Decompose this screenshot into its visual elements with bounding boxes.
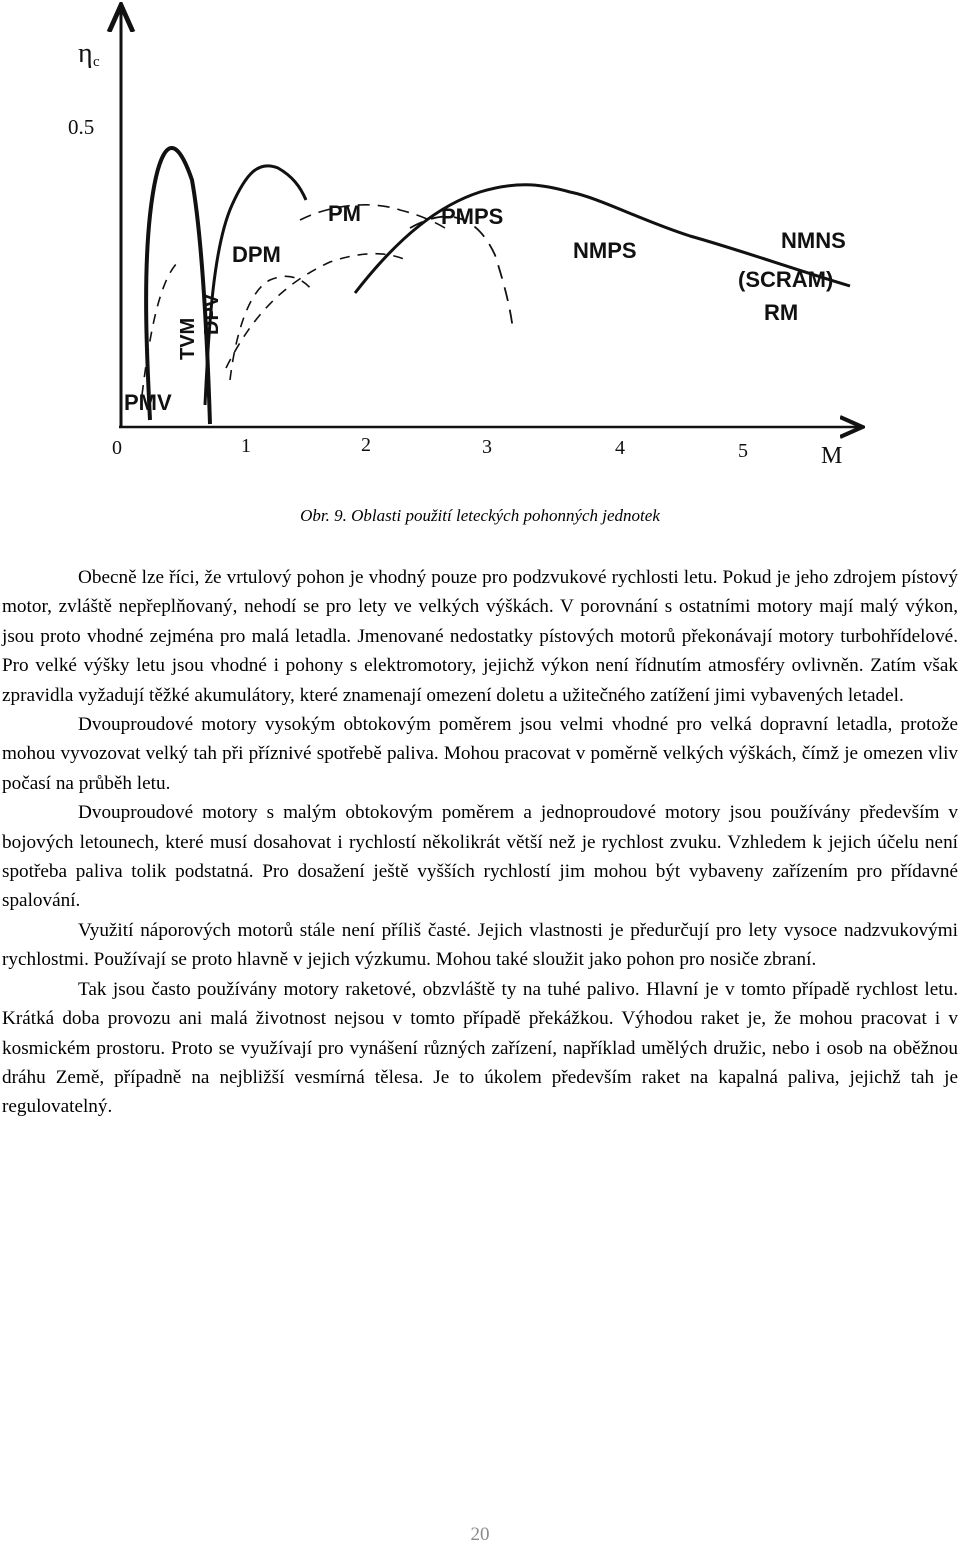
curve-dpm-envelope bbox=[205, 166, 306, 405]
x-tick-label: 2 bbox=[361, 434, 371, 456]
label-scram: (SCRAM) bbox=[738, 267, 834, 292]
label-nmns: NMNS bbox=[781, 228, 846, 253]
label-dpv: DPV bbox=[201, 293, 223, 335]
label-pmps: PMPS bbox=[441, 204, 504, 229]
label-nmps: NMPS bbox=[573, 238, 637, 263]
x-tick-label: 4 bbox=[615, 437, 625, 459]
curve-pm bbox=[300, 205, 445, 228]
label-tvm: TVM bbox=[177, 317, 199, 360]
page-number: 20 bbox=[470, 1524, 490, 1545]
curve-pmps bbox=[410, 217, 513, 330]
x-axis-label: M bbox=[821, 443, 843, 469]
curve-dpv bbox=[230, 276, 312, 380]
label-pm: PM bbox=[328, 201, 361, 226]
paragraph: Obecně lze říci, že vrtulový pohon je vhodný pouze pro podzvukové rychlosti letu. Pokud je jeho zdrojem pístový motor, zvláště nepřeplňovaný, nehodí se pro lety ve velkých výškách. V porovnání s ostatními motory mají malý výkon, jsou proto vhodné zejména pro malá letadla. Jmenované nedostatky pístových motorů překonávají motory turbohřídelové. Pro velké výšky letu jsou vhodné i pohony s elektromotory, jejichž výkon není řídnutím atmosféry ovlivněn. Zatím však zpravidla vyžadují těžké akumulátory, které znamenají omezení doletu a užitečného zatížení jimi vybavených letadel. bbox=[2, 567, 958, 706]
figure-caption: Obr. 9. Oblasti použití leteckých pohonných jednotek bbox=[300, 506, 660, 525]
y-axis-label-subscript: c bbox=[93, 54, 100, 70]
x-tick-label: 3 bbox=[482, 436, 492, 458]
y-axis-label: η bbox=[78, 38, 93, 69]
paragraph: Dvouproudové motory s malým obtokovým poměrem a jednoproudové motory jsou používány především v bojových letounech, které musí dosahovat i rychlostí několikrát větší než je rychlost zvuku. Vzhledem k jejich účelu není spotřeba paliva tolik podstatná. Pro dosažení ještě vyšších rychlostí jim mohou být vybaveny zařízením pro přídavné spalování. bbox=[2, 802, 958, 912]
y-tick-label: 0.5 bbox=[68, 115, 95, 139]
paragraph: Využití náporových motorů stále není příliš časté. Jejich vlastnosti je předurčují pro lety vysoce nadzvukovými rychlostmi. Používají se proto hlavně v jejich výzkumu. Mohou také sloužit jako pohon pro nosiče zbraní. bbox=[2, 919, 958, 971]
curve-pmv bbox=[146, 148, 210, 424]
label-pmv: PMV bbox=[124, 390, 172, 415]
curve-pm-lower bbox=[226, 254, 410, 368]
label-dpm: DPM bbox=[232, 242, 281, 267]
label-rm: RM bbox=[764, 300, 799, 325]
paragraph: Dvouproudové motory vysokým obtokovým poměrem jsou velmi vhodné pro velká dopravní letadla, protože mohou vyvozovat velký tah při příznivé spotřebě paliva. Mohou pracovat v poměrně velkých výškách, čímž je omezen vliv počasí na průběh letu. bbox=[2, 714, 958, 794]
efficiency-vs-mach-figure bbox=[0, 0, 960, 500]
paragraph: Tak jsou často používány motory raketové, obzvláště ty na tuhé palivo. Hlavní je v tomto případě rychlost letu. Krátká doba provozu ani malá životnost nejsou v tomto případě překážkou. Výhodou raket je, že mohou pracovat i v kosmickém prostoru. Proto se využívají pro vynášení různých zařízení, například umělých družic, nebo i osob na oběžnou dráhu Země, případně na nejbližší vesmírná tělesa. Je to úkolem především raket na kapalná paliva, jejichž tah je regulovatelný. bbox=[2, 978, 958, 1118]
x-tick-label: 5 bbox=[738, 440, 748, 462]
x-tick-label: 1 bbox=[241, 435, 251, 457]
body-text bbox=[2, 563, 958, 1122]
x-tick-label: 0 bbox=[112, 437, 122, 459]
